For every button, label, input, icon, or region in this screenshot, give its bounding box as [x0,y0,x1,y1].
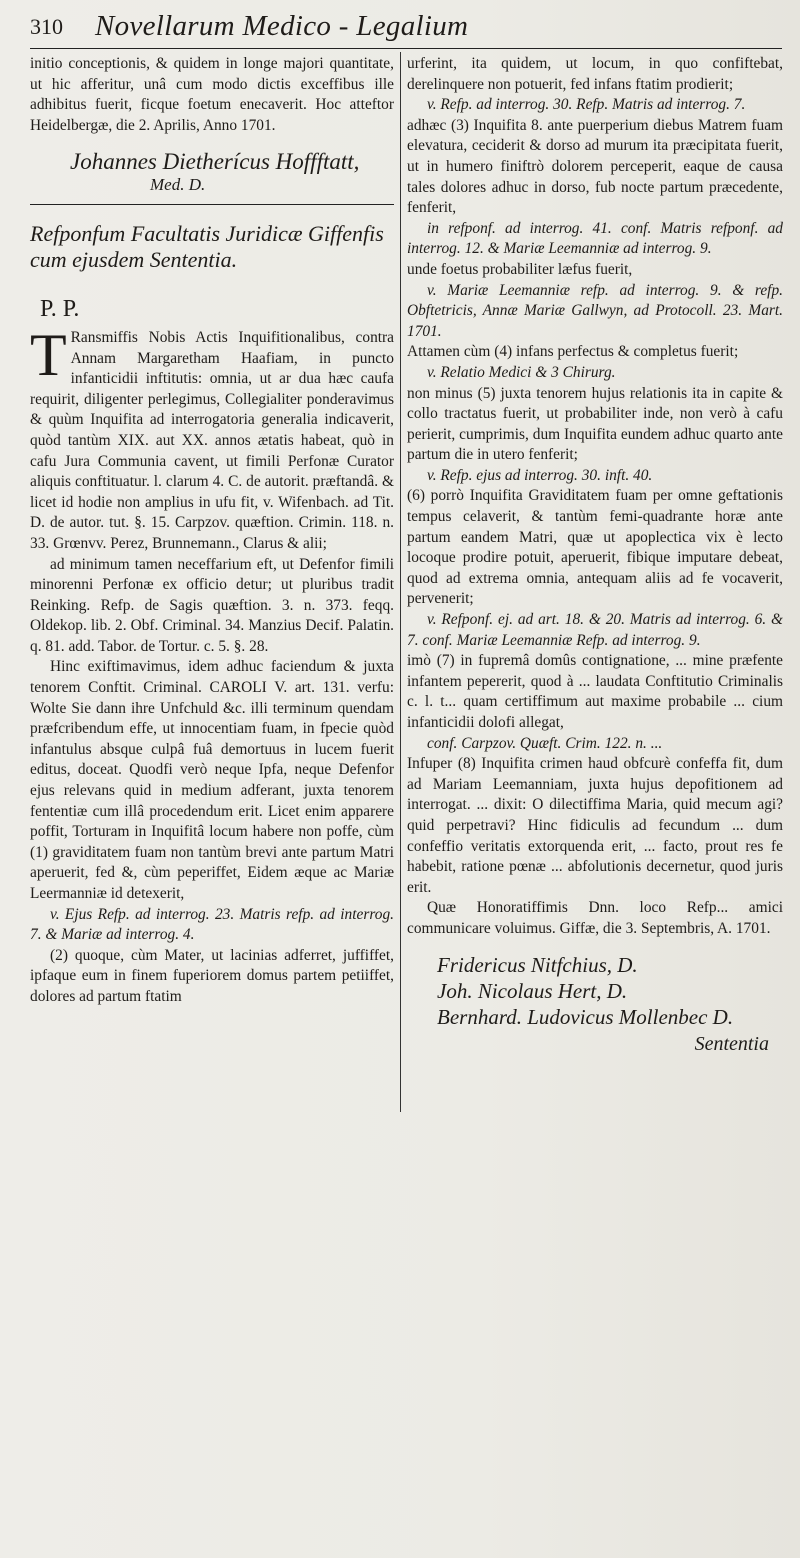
salutation: P. P. [40,296,80,323]
r-citation-3: v. Mariæ Leemanniæ refp. ad interrog. 9. & refp. Obftetricis, Annæ Mariæ Gallwyn, ad Protocoll. 23. Mart. 1701. [407,281,783,340]
r-citation-1: v. Refp. ad interrog. 30. Refp. Matris ad interrog. 7. [427,96,746,114]
page-number: 310 [30,14,63,39]
signature-mollenbec: Bernhard. Ludovicus Mollenbec D. [437,1004,734,1029]
signature-title: Med. D. [150,175,206,195]
column-divider [400,52,401,1112]
r-citation-2: in refponf. ad interrog. 41. conf. Matris refponf. ad interrog. 12. & Mariæ Leemanniæ ad interrog. 9. [407,219,783,258]
signatures [407,952,783,1055]
r-paragraph-1: urferint, ita quidem, ut locum, in quo confiftebat, derelinquere non potuerit, fed infans ftatim prodierit; [407,55,783,93]
paragraph-1: T Ransmiffis Nobis Actis Inquifitionalibus, contra Annam Margaretham Haafiam, in puncto infanticidii inftitutis: omnia, ut ar dua hæc caufa requirit, diligenter perlegimus, Collegialiter ponderavimus & quùm Inquifita ad interrogatoria generalia indicaverit, quòd tantùm XIX. aut XX. annos ætatis habeat, quò in cafu Jura Communia cavent, ut fimili Perfonæ Curator aliquis conftituatur. l. clarum 4. C. de autorit. præftandâ. & licet id hodie non amplius in ufu fit, v. Wifenbach. ad Tit. D. de autor. tut. §. 15. Carpzov. quæftion. Crimin. 118. n. 33. Grœnvv. Perez, Brunnemann., Clarus & alii; [30,321,394,552]
r-paragraph-5: unde foetus probabiliter læfus fuerit, [407,260,633,278]
left-column [30,54,394,1008]
r-paragraph-9: non minus (5) juxta tenorem hujus relationis ita in capite & collo tractatus fuerit, ut probabiliter inde, non verò à cafu perierit, cumprimis, dum Inquifita eundem adhuc quarto ante partum die in utero fenferit; [407,384,783,464]
signature-name: Johannes Dietherícus Hoffftatt, [70,149,360,175]
paragraph-3: Hinc exiftimavimus, idem adhuc faciendum & juxta tenorem Conftit. Criminal. CAROLI V. art. 131. verfu: Wolte Sie dann ihre Unfchuld &c. illi terminum quendam præfcribendum effe, ut innocentiam fuam, in fpecie quòd infantulus absque culpâ fuâ demortuus in lucem fuerit editus, doceat. Quodfi verò neque Ipfa, neque Defenfor ejus relevans quid in medium adferant, juxta tenorem fententiæ cum illâ procedendum erit. Licet enim apparere poffit, Torturam in Inquifitâ locum habere non poffe, cùm (1) graviditatem fuam non tantùm brevi ante partum Matri aperuerit, fed &, cùm peperiffet, Eidem æque ac Mariæ Leermanniæ id detexerit, [30,658,394,902]
drop-cap: T [30,321,67,388]
r-citation-6: v. Refponf. ej. ad art. 18. & 20. Matris ad interrog. 6. & 7. conf. Mariæ Leemanniæ Refp. ad interrog. 9. [407,611,783,649]
signature-hert: Joh. Nicolaus Hert, D. [437,978,628,1003]
right-column [407,54,783,1054]
section-rule [30,204,394,205]
paragraph-5: (2) quoque, cùm Mater, ut lacinias adferret, juffiffet, ipfaque eum in finem fuperiorem domus partem petiiffet, dolores ad partum ftatim [30,946,394,1005]
r-paragraph-7: Attamen cùm (4) infans perfectus & completus fuerit; [407,343,739,361]
responsum-title: Refponfum Facultatis Juridicæ Giffenfis cum ejusdem Sententia. [30,221,384,273]
r-citation-7: conf. Carpzov. Quæft. Crim. 122. n. ... [427,734,663,752]
paragraph-2: ad minimum tamen neceffarium eft, ut Defenfor fimili minorenni Perfonæ ex officio detur; ut pluribus tradit Reinking. Refp. de Sagis quæftion. 3. n. 373. feqq. Oldekop. lib. 2. Obf. Criminal. 34. Manzius Decif. Palatin. q. 81. add. Tabor. de Tortur. c. 5. §. 28. [30,555,394,655]
r-citation-5: v. Refp. ejus ad interrog. 30. inft. 40. [427,466,653,484]
r-citation-4: v. Relatio Medici & 3 Chirurg. [427,363,616,381]
r-paragraph-16: Quæ Honoratiffimis Dnn. loco Refp... amici communicare voluimus. Giffæ, die 3. Septembris, A. 1701. [407,899,783,937]
r-paragraph-15: Infuper (8) Inquifita crimen haud obfcurè confeffa fit, dum ad Mariam Leemanniam, juxta hujus depofitionem ad interrogat. ... dixit: O dilectiffima Maria, quid mecum agi? quid perpetravi? Hinc fidiculis ad fecundum ... dum confeffio veritatis extorquenda erit, ... facto, prout res fe habebit, ratione pœnæ ... abfolutionis decernetur, quod juris erit. [407,755,783,896]
catchword: Sententia [694,1032,769,1055]
header-rule [30,48,782,49]
r-paragraph-11: (6) porrò Inquifita Graviditatem fuam per omne geftationis tempus celaverit, & tantùm femi-quadrante horæ ante partum eandem Matri, quæ ut apoplectica vix è lecto locoque prodire potuit, aperuerit, fibique imputare debeat, quod ad extrema omnia, antequam aliis ad fe vocaverit, pervenerit; [407,487,783,608]
running-head: Novellarum Medico - Legalium [95,10,469,42]
r-paragraph-3: adhæc (3) Inquifita 8. ante puerperium diebus Matrem fuam elevatura, ceciderit & dorso ad murum ita præcipitata fuerit, ut in humero finiftrò dolorem perceperit, eaque de causa tales dolores adhuc in dorso, fub nocte partum præcedente, fenferit, [407,116,783,217]
r-paragraph-13: imò (7) in fupremâ domûs contignatione, ... mine præfente infantem pepererit, quod à ... laudata Conftitutio Criminalis c. l. t... quam certiffimum aut maxime probabile ... cium infanticidii dolofi allegat, [407,652,783,731]
intro-paragraph: initio conceptionis, & quidem in longe majori quantitate, ut hic afferitur, unâ cum modo dictis exceffibus ille adhibitus fuerit, ficque foetum enecaverit. Hoc atteftor Heidelbergæ, die 2. Aprilis, Anno 1701. [30,55,394,134]
citation-1: v. Ejus Refp. ad interrog. 23. Matris refp. ad interrog. 7. & Mariæ ad interrog. 4. [30,905,394,944]
signature-nitschius: Fridericus Nitfchius, D. [437,952,638,977]
page-header [30,10,780,44]
